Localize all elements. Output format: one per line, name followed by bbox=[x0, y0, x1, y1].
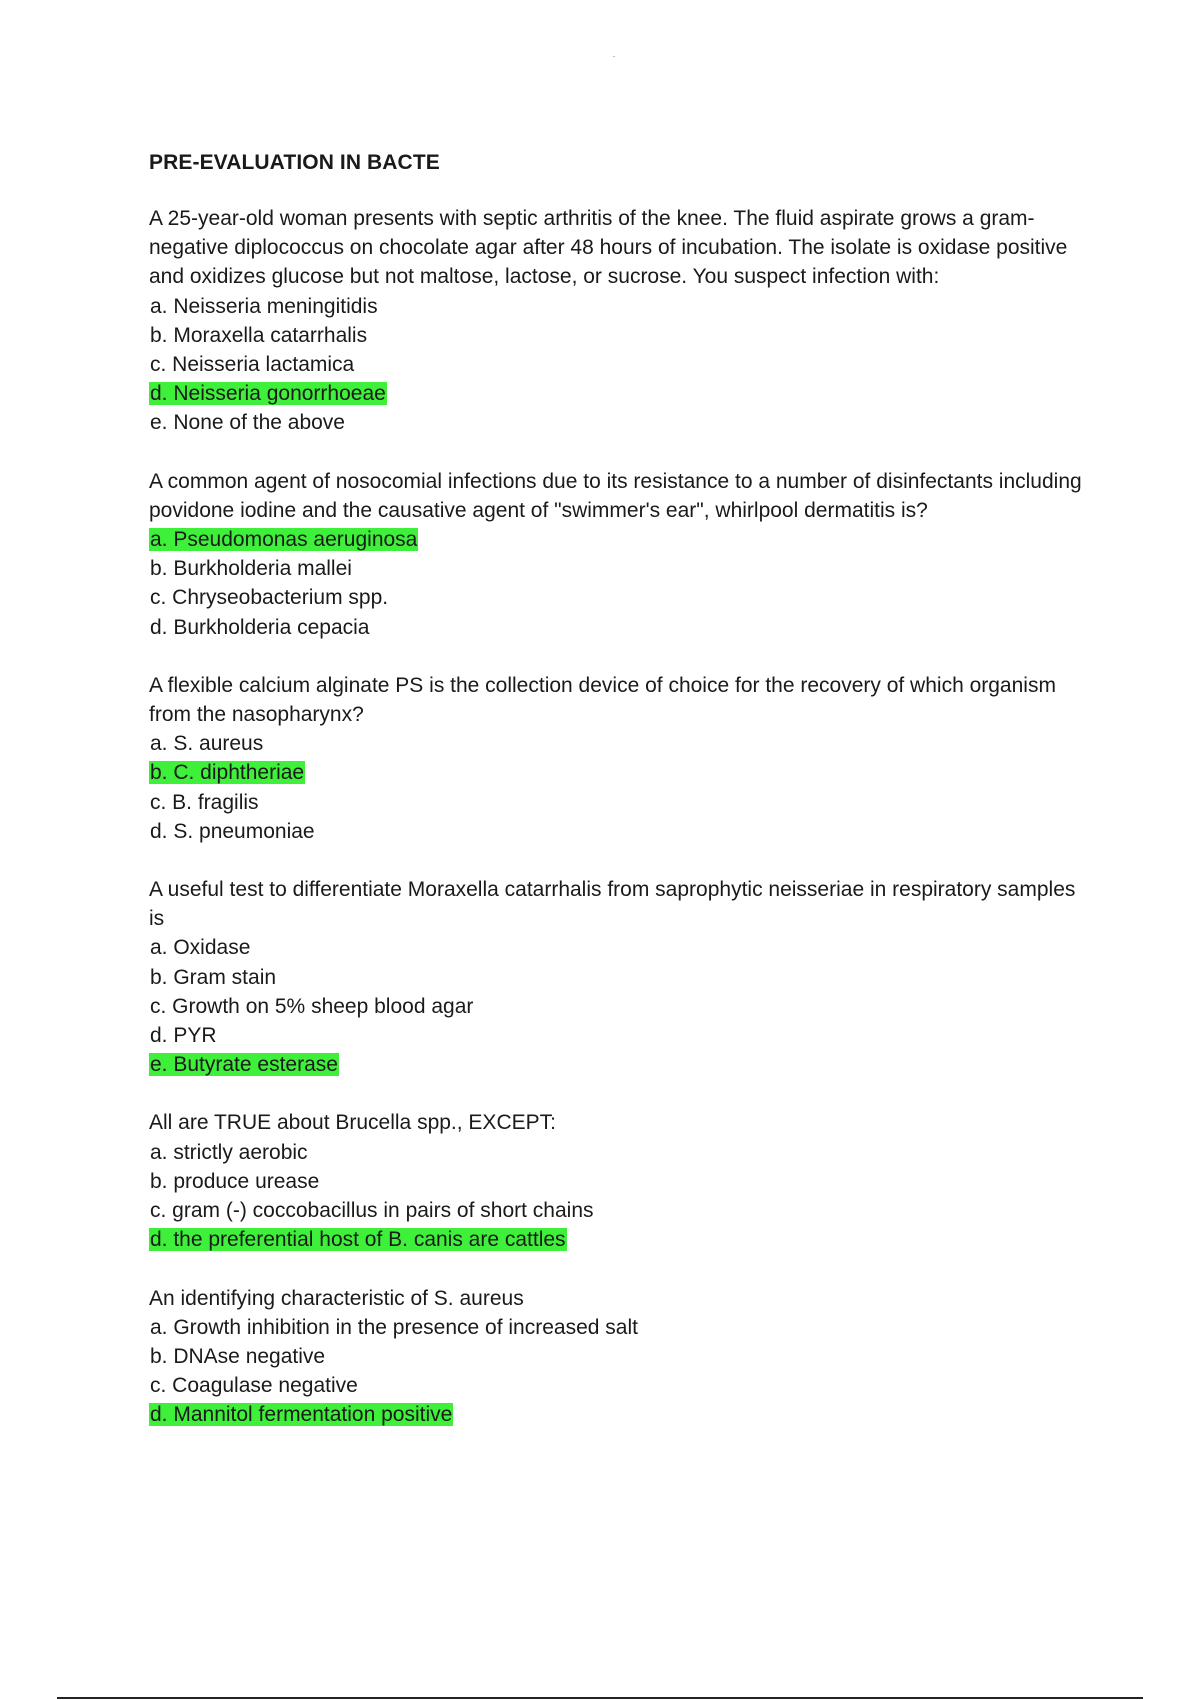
option bbox=[149, 1342, 1089, 1371]
page-speck bbox=[613, 56, 615, 57]
option-label: d. the preferential host of B. canis are cattles bbox=[150, 1228, 566, 1252]
option-correct bbox=[149, 379, 1089, 408]
question-5 bbox=[149, 1108, 1089, 1254]
option bbox=[149, 1138, 1089, 1167]
question-3 bbox=[149, 671, 1089, 846]
question-text: A common agent of nosocomial infections due to its resistance to a number of disinfectants including povidone iodine and the causative agent of "swimmer's ear", whirlpool dermatitis is? bbox=[149, 469, 1082, 522]
option bbox=[149, 554, 1089, 583]
option-label: b. C. diphtheriae bbox=[150, 761, 305, 785]
option-correct bbox=[149, 1400, 1089, 1429]
option-label: b. Burkholderia mallei bbox=[150, 557, 352, 581]
option bbox=[149, 1021, 1089, 1050]
option-label: a. Pseudomonas aeruginosa bbox=[150, 528, 418, 552]
option bbox=[149, 292, 1089, 321]
option bbox=[149, 729, 1089, 758]
question-text: An identifying characteristic of S. aureus bbox=[149, 1286, 524, 1310]
question-2 bbox=[149, 467, 1089, 642]
option-label: b. produce urease bbox=[150, 1169, 320, 1193]
option bbox=[149, 583, 1089, 612]
option bbox=[149, 963, 1089, 992]
option bbox=[149, 1167, 1089, 1196]
option-correct bbox=[149, 758, 1089, 787]
option-label: c. Growth on 5% sheep blood agar bbox=[150, 994, 474, 1018]
option bbox=[149, 817, 1089, 846]
document-page bbox=[149, 148, 1089, 1459]
option bbox=[149, 933, 1089, 962]
option-label: d. PYR bbox=[150, 1024, 217, 1048]
option bbox=[149, 408, 1089, 437]
option-label: c. B. fragilis bbox=[150, 790, 259, 814]
document-title: PRE-EVALUATION IN BACTE bbox=[149, 151, 440, 174]
option bbox=[149, 613, 1089, 642]
question-text: All are TRUE about Brucella spp., EXCEPT: bbox=[149, 1111, 556, 1135]
option-label: d. Neisseria gonorrhoeae bbox=[150, 382, 386, 406]
option bbox=[149, 788, 1089, 817]
option-label: c. Chryseobacterium spp. bbox=[150, 586, 389, 610]
option-label: c. Coagulase negative bbox=[150, 1374, 358, 1398]
question-text: A 25-year-old woman presents with septic arthritis of the knee. The fluid aspirate grows a gram-negative diplococcus on chocolate agar after 48 hours of incubation. The isolate is oxidase positive and oxidizes glucose but not maltose, lactose, or sucrose. You suspect infection with: bbox=[149, 207, 1068, 289]
option-label: c. Neisseria lactamica bbox=[150, 353, 355, 377]
option bbox=[149, 1313, 1089, 1342]
option-label: a. Oxidase bbox=[150, 936, 251, 960]
question-1 bbox=[149, 204, 1089, 438]
option bbox=[149, 992, 1089, 1021]
option-label: b. Moraxella catarrhalis bbox=[150, 323, 368, 347]
option-label: b. DNAse negative bbox=[150, 1344, 326, 1368]
question-text: A flexible calcium alginate PS is the collection device of choice for the recovery of which organism from the nasopharynx? bbox=[149, 673, 1056, 727]
option-label: e. Butyrate esterase bbox=[150, 1053, 338, 1077]
option-label: a. S. aureus bbox=[150, 732, 264, 756]
option-label: e. None of the above bbox=[150, 411, 345, 435]
option-correct bbox=[149, 1225, 1089, 1254]
option-label: b. Gram stain bbox=[150, 965, 277, 989]
option bbox=[149, 1196, 1089, 1225]
option bbox=[149, 321, 1089, 350]
option bbox=[149, 350, 1089, 379]
option-correct bbox=[149, 1050, 1089, 1079]
question-6 bbox=[149, 1284, 1089, 1430]
option-label: c. gram (-) coccobacillus in pairs of short chains bbox=[150, 1199, 594, 1223]
option-label: a. Neisseria meningitidis bbox=[150, 294, 378, 318]
option-label: d. Burkholderia cepacia bbox=[150, 615, 370, 639]
footer-rule bbox=[57, 1697, 1143, 1699]
option-correct bbox=[149, 525, 1089, 554]
option bbox=[149, 1371, 1089, 1400]
option-label: a. Growth inhibition in the presence of increased salt bbox=[150, 1315, 638, 1339]
question-4 bbox=[149, 875, 1089, 1079]
option-label: d. S. pneumoniae bbox=[150, 819, 315, 843]
option-label: d. Mannitol fermentation positive bbox=[150, 1403, 453, 1427]
question-text: A useful test to differentiate Moraxella catarrhalis from saprophytic neisseriae in respiratory samples is bbox=[149, 878, 1076, 931]
option-label: a. strictly aerobic bbox=[150, 1140, 308, 1164]
